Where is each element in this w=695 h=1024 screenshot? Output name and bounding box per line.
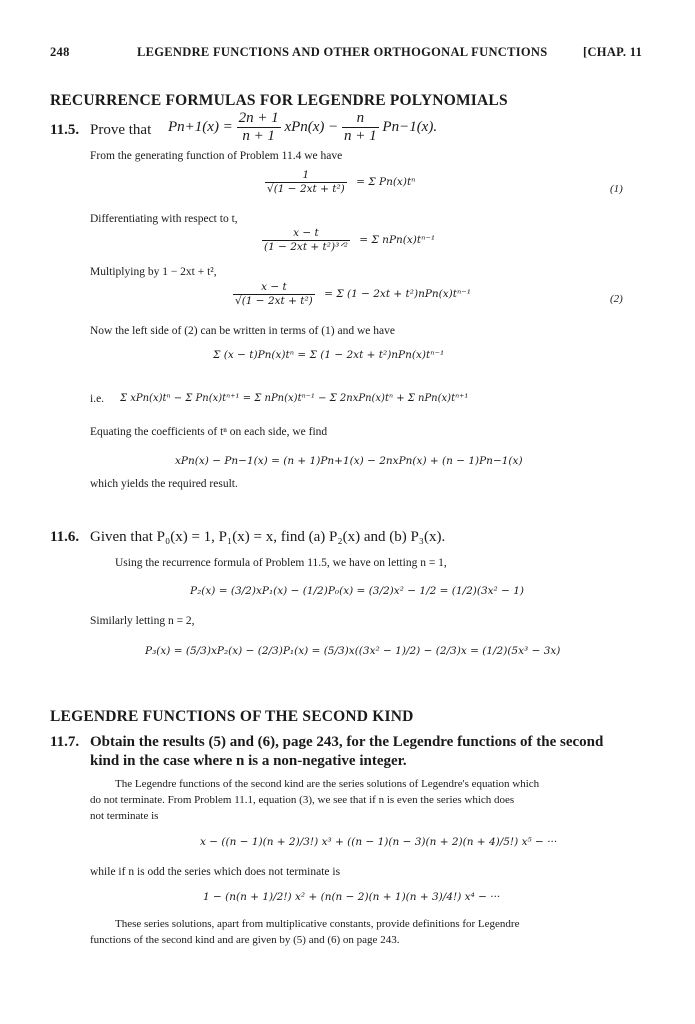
text-11-5-result: which yields the required result. [90,478,238,490]
equation-coefficients: xPn(x) − Pn−1(x) = (n + 1)Pn+1(x) − 2nxPn(x) + (n − 1)Pn−1(x) [175,455,523,467]
problem-statement-11-5: Prove that [90,122,152,138]
eq1-rhs: = Σ Pn(x)tⁿ [356,176,416,189]
section-title-second-kind: LEGENDRE FUNCTIONS OF THE SECOND KIND [50,708,414,725]
eq1-den: √(1 − 2xt + t²) [267,182,345,195]
eq1-fraction [265,170,347,195]
running-title: LEGENDRE FUNCTIONS AND OTHER ORTHOGONAL FUNCTIONS [137,45,548,59]
equation-sums-identity: Σ (x − t)Pn(x)tⁿ = Σ (1 − 2xt + t²)nPn(x)tⁿ⁻¹ [213,349,445,361]
formula-frac2-num: n [342,110,379,128]
eq3-rhs: = Σ (1 − 2xt + t²)nPn(x)tⁿ⁻¹ [324,288,472,301]
eq3-den: √(1 − 2xt + t²) [235,294,313,307]
eq3-fraction [233,282,315,307]
chapter-label: [CHAP. 11 [583,45,643,59]
formula-fraction-2 [342,110,379,145]
recurrence-formula [168,110,437,145]
equation-label-1: (1) [610,183,623,195]
problem-number-11-7: 11.7. [50,734,80,750]
problem-number-11-5: 11.5. [50,122,80,138]
text-11-6-similarly: Similarly letting n = 2, [90,615,195,627]
text-11-7-line1: The Legendre functions of the second kind are the series solutions of Legendre's equation which [115,778,540,790]
eq3-num: x − t [233,282,315,295]
text-11-5-differentiating: Differentiating with respect to t, [90,213,238,225]
formula-fraction-1 [237,110,281,145]
equation-derivative [262,228,435,253]
text-11-5-left-side: Now the left side of (2) can be written in terms of (1) and we have [90,325,395,337]
formula-lhs: Pn+1(x) = [168,118,233,135]
problem-statement-11-6: Given that P₀(x) = 1, P₁(x) = x, find (a) P₂(x) and (b) P₃(x). [90,529,446,545]
text-11-5-equating: Equating the coefficients of tⁿ on each side, we find [90,426,328,438]
equation-2 [233,282,471,307]
page-number: 248 [50,45,70,59]
text-11-5-generating: From the generating function of Problem 11.4 we have [90,150,343,162]
text-11-7-line2: do not terminate. From Problem 11.1, equation (3), we see that if n is even the series which does [90,794,515,806]
equation-odd-series: 1 − (n(n + 1)/2!) x² + (n(n − 2)(n + 1)(n + 3)/4!) x⁴ − ··· [203,891,501,903]
text-11-5-multiplying: Multiplying by 1 − 2xt + t², [90,266,217,278]
eq2-num: x − t [262,228,350,241]
formula-frac2-den: n + 1 [344,127,377,144]
text-11-7-line3: not terminate is [90,810,159,822]
text-11-7-conclusion-line2: functions of the second kind and are given by (5) and (6) on page 243. [90,934,400,946]
equation-p2: P₂(x) = (3/2)xP₁(x) − (1/2)P₀(x) = (3/2)x² − 1/2 = (1/2)(3x² − 1) [190,585,525,597]
eq2-fraction [262,228,350,253]
formula-mid: xPn(x) − [284,118,339,135]
equation-expanded-sums: Σ xPn(x)tⁿ − Σ Pn(x)tⁿ⁺¹ = Σ nPn(x)tⁿ⁻¹ − Σ 2nxPn(x)tⁿ + Σ nPn(x)tⁿ⁺¹ [120,393,469,404]
equation-even-series: x − ((n − 1)(n + 2)/3!) x³ + ((n − 1)(n − 3)(n + 2)(n + 4)/5!) x⁵ − ··· [200,836,558,848]
equation-label-2: (2) [610,293,623,305]
equation-1 [265,170,415,195]
eq2-rhs: = Σ nPn(x)tⁿ⁻¹ [359,234,436,247]
eq2-den: (1 − 2xt + t²)³ᐟ² [264,240,348,253]
text-11-7-conclusion-line1: These series solutions, apart from multiplicative constants, provide definitions for Legendre [115,918,520,930]
text-ie: i.e. [90,393,105,405]
eq1-num: 1 [265,170,347,183]
problem-statement-11-7-line1: Obtain the results (5) and (6), page 243, for the Legendre functions of the second [90,734,604,750]
problem-number-11-6: 11.6. [50,529,80,545]
text-11-7-odd: while if n is odd the series which does not terminate is [90,866,341,878]
text-11-6-using: Using the recurrence formula of Problem 11.5, we have on letting n = 1, [115,557,447,569]
formula-end: Pn−1(x). [382,118,438,135]
equation-p3: P₃(x) = (5/3)xP₂(x) − (2/3)P₁(x) = (5/3)x((3x² − 1)/2) − (2/3)x = (1/2)(5x³ − 3x) [145,645,561,657]
formula-frac1-num: 2n + 1 [238,110,279,126]
section-title-recurrence: RECURRENCE FORMULAS FOR LEGENDRE POLYNOMIALS [50,92,508,109]
problem-statement-11-7-line2: kind in the case where n is a non-negative integer. [90,753,407,769]
formula-frac1-den: n + 1 [242,127,275,144]
